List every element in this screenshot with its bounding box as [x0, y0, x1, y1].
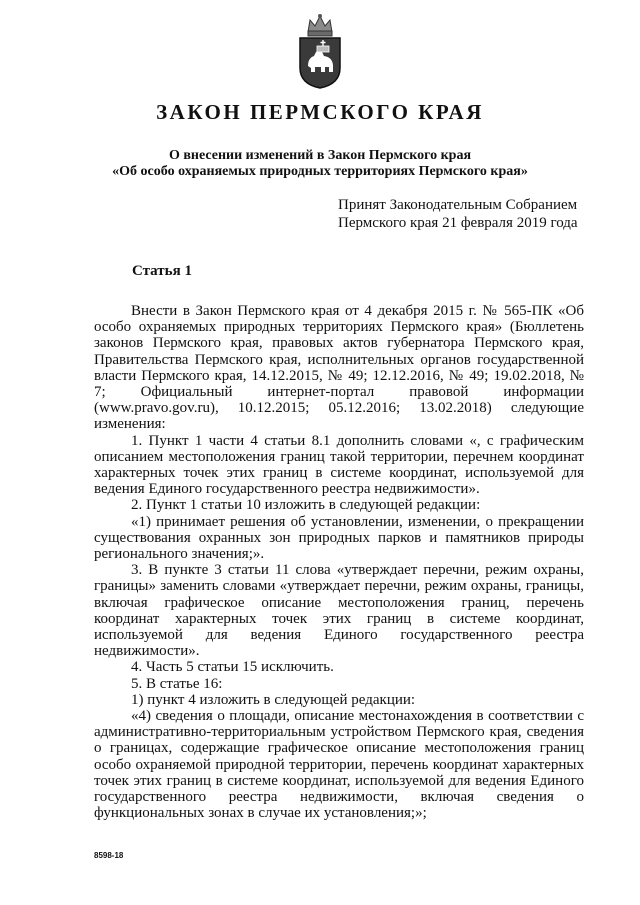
paragraph: 1) пункт 4 изложить в следующей редакции: — [131, 691, 416, 708]
paragraph: 4. Часть 5 статьи 15 исключить. — [131, 659, 334, 676]
law-title: ЗАКОН ПЕРМСКОГО КРАЯ — [156, 100, 484, 124]
adoption-note — [338, 196, 578, 232]
document-number: 8598-18 — [94, 851, 124, 860]
paragraph: 2. Пункт 1 статьи 10 изложить в следующей редакции: — [131, 497, 481, 514]
article-heading: Статья 1 — [132, 263, 192, 279]
perm-krai-coat-of-arms-icon — [296, 10, 344, 90]
paragraph: Внести в Закон Пермского края от 4 декабря 2015 г. № 565-ПК «Об особо охраняемых природных территориях Пермского края» (Бюллетень законов Пермского края, правовых актов губернатора Пермского края, Правительства Пермского края, исполнительных органов государственной власти Пермского края, 14.12.2015, № 49; 12.12.2016, № 49; 19.02.2018, № 7; Официальный интернет-портал правовой информации (www.pravo.gov.ru), 10.12.2015; 05.12.2016; 13.02.2018) следующие изменения: — [94, 303, 584, 433]
paragraph: 5. В статье 16: — [131, 675, 223, 692]
subtitle-line: О внесении изменений в Закон Пермского края — [168, 148, 472, 163]
law-subtitle — [0, 148, 640, 180]
article-body — [94, 303, 584, 822]
subtitle-line: «Об особо охраняемых природных территориях Пермского края» — [112, 164, 528, 179]
adoption-line: Принят Законодательным Собранием — [338, 197, 578, 213]
adoption-line: Пермского края 21 февраля 2019 года — [338, 215, 578, 231]
paragraph: «1) принимает решения об установлении, изменении, о прекращении существования охранных зон природных парков и памятников природы регионального значения;». — [94, 513, 584, 563]
paragraph: «4) сведения о площади, описание местонахождения в соответствии с административно-территориальным устройством Пермского края, сведения о границах, содержащие графическое описание местоположения границ особо охраняемой природной территории, перечень координат характерных точек этих границ в системе координат, используемой для ведения Единого государственного реестра недвижимости, включая сведения о функциональных зонах в случае их установления;»; — [94, 708, 584, 822]
paragraph: 3. В пункте 3 статьи 11 слова «утверждает перечни, режим охраны, границы» заменить словами «утверждает перечни, режим охраны, границы, включая графическое описание местоположения границ, перечень координат характерных точек этих границ в системе координат, используемой для ведения Единого государственного реестра недвижимости». — [94, 562, 584, 660]
paragraph: 1. Пункт 1 части 4 статьи 8.1 дополнить словами «, с графическим описанием местоположения границ такой территории, перечнем координат характерных точек этих границ в системе координат, используемой для ведения Единого государственного реестра недвижимости». — [94, 432, 584, 498]
